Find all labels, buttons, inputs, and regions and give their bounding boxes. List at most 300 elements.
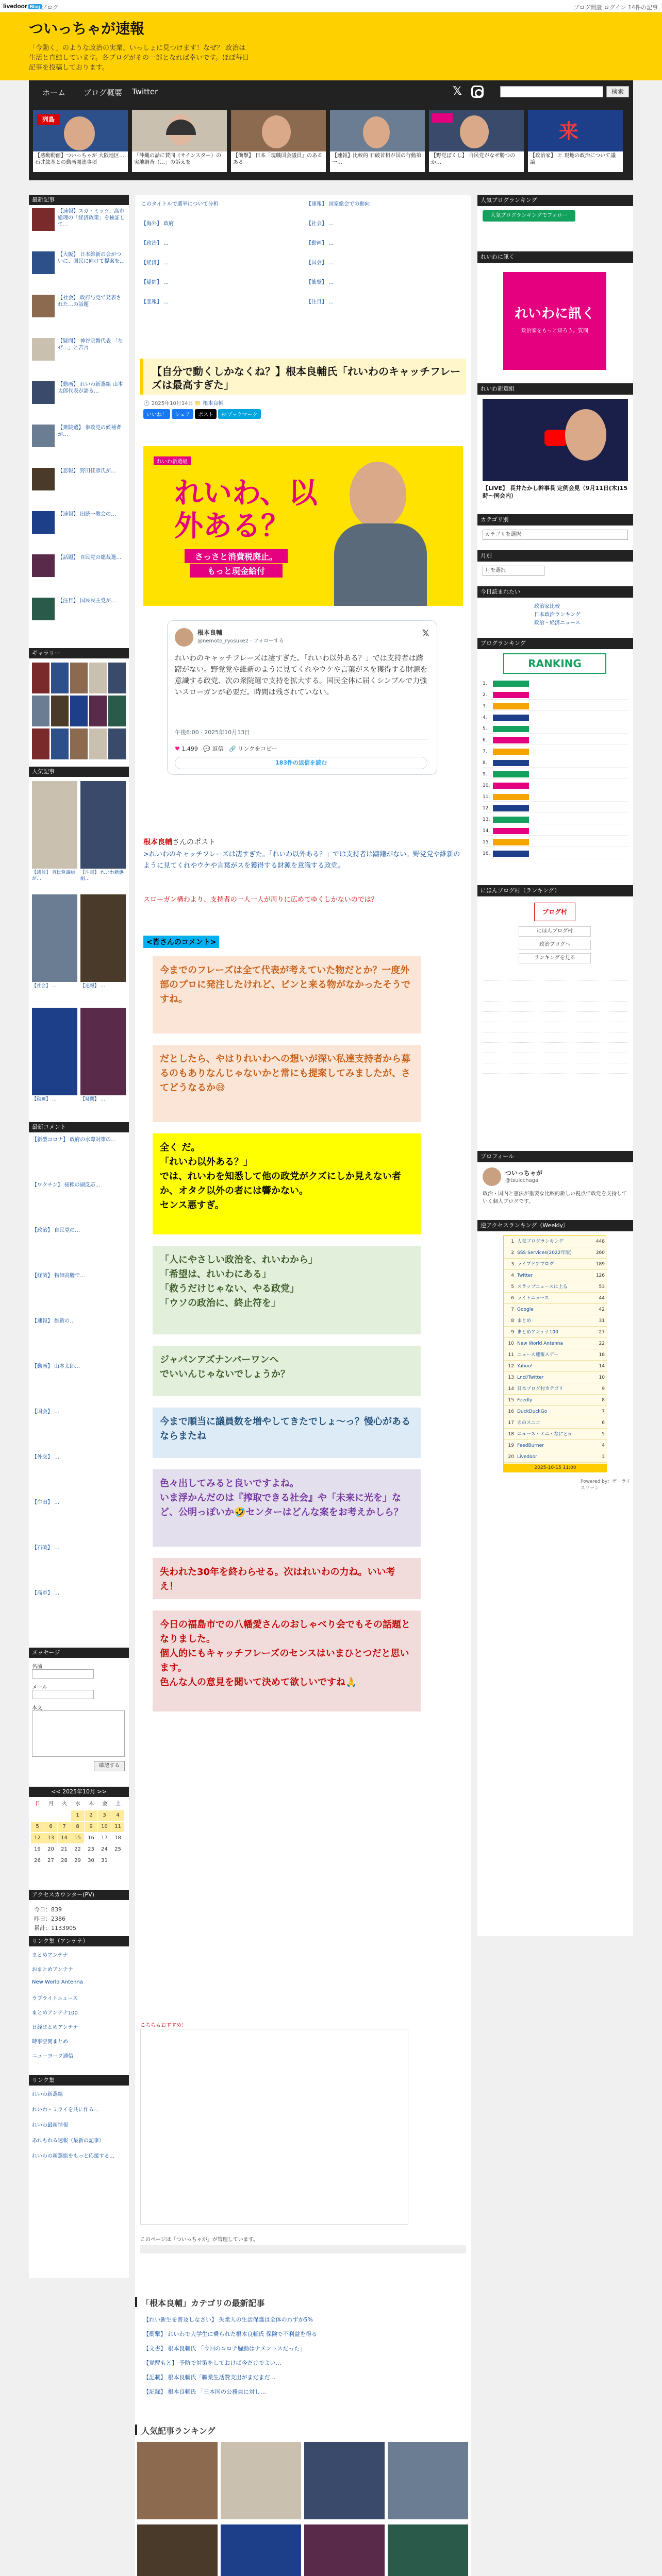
ranking-thumbnail[interactable] bbox=[304, 2442, 385, 2519]
recent-thumbnail[interactable] bbox=[32, 468, 55, 490]
popular-thumbnail[interactable] bbox=[32, 1008, 77, 1095]
access-row[interactable] bbox=[504, 1429, 607, 1440]
latest-comment-item[interactable]: 【外交】 … bbox=[32, 1454, 60, 1460]
blogrank-row[interactable]: 16. bbox=[483, 849, 628, 858]
pr-row[interactable] bbox=[483, 1065, 628, 1074]
popular-title[interactable]: 【速報】 … bbox=[80, 984, 105, 989]
access-rank: 6 bbox=[511, 1296, 514, 1301]
access-site[interactable]: New World Antenna bbox=[517, 1341, 563, 1346]
access-site[interactable]: Lnci/Twitter bbox=[517, 1375, 544, 1380]
popular-section bbox=[29, 767, 129, 777]
blogrank-row[interactable]: 6. bbox=[483, 736, 628, 745]
blogrank-banner[interactable] bbox=[493, 737, 529, 743]
category-select[interactable]: カテゴリを選択 bbox=[483, 530, 628, 540]
video-caption[interactable]: 【LIVE】 長井たかし幹事長 定例会見（9月11日(木)15時～国会内） bbox=[483, 485, 628, 499]
video-thumbnail[interactable] bbox=[483, 399, 628, 481]
latest-comment-item[interactable]: 【政治】 自民党の… bbox=[32, 1228, 80, 1233]
gallery-thumbnail[interactable] bbox=[51, 696, 69, 726]
top-link-item[interactable]: 【社会】 … bbox=[306, 221, 334, 227]
top-link-item[interactable]: 【経済】 … bbox=[141, 260, 169, 266]
calendar-day[interactable]: 26 bbox=[31, 1856, 44, 1866]
gallery-thumbnail[interactable] bbox=[70, 696, 88, 726]
gallery-thumbnail[interactable] bbox=[89, 663, 107, 693]
calendar-day[interactable]: 31 bbox=[98, 1856, 111, 1866]
access-heading: 逆アクセスランキング（Weekly） bbox=[477, 1220, 633, 1231]
popular-thumbnail[interactable] bbox=[80, 781, 126, 869]
blogrank-banner[interactable] bbox=[493, 749, 529, 755]
popular-title[interactable]: 【疑問】 … bbox=[80, 1097, 105, 1102]
pr-button[interactable]: にほんブログ村 bbox=[519, 926, 591, 937]
access-site[interactable]: まとめアンテナ100 bbox=[517, 1330, 558, 1335]
access-site[interactable]: Feedly bbox=[517, 1398, 533, 1403]
access-site[interactable]: FeedBurner bbox=[517, 1443, 544, 1448]
blogrank-row[interactable]: 5. bbox=[483, 724, 628, 734]
ranking-thumbnail[interactable] bbox=[388, 2442, 468, 2519]
recent-thumbnail[interactable] bbox=[32, 295, 55, 317]
access-count: 42 bbox=[599, 1307, 605, 1312]
slide-item[interactable] bbox=[231, 110, 326, 172]
blogrank-row[interactable]: 11. bbox=[483, 792, 628, 802]
slide-item[interactable] bbox=[429, 110, 524, 172]
site-description: 「今動く」のような政治の実業、いっしょに見つけます！なぜ？ 政治は生活と直結しています。各ブログがその一部となれば幸いです。ほぼ毎日記事を投稿しております。 bbox=[29, 44, 249, 72]
access-count: 27 bbox=[599, 1330, 605, 1335]
category-latest-item[interactable]: 【れい新生を普及しなさい】 失業人の生活保護は全体のわずか5% bbox=[143, 2316, 313, 2323]
access-site[interactable]: 日本ブログ村カテゴリ bbox=[517, 1386, 564, 1392]
blogrank-banner[interactable] bbox=[493, 771, 529, 777]
calendar-day[interactable]: 9 bbox=[85, 1822, 97, 1832]
tweet-reply[interactable]: 返信 bbox=[212, 745, 224, 752]
top-link-item[interactable]: 【海外】 政府 bbox=[141, 221, 174, 227]
top-link-item[interactable]: 【注目】 … bbox=[306, 299, 334, 305]
blogrank-row[interactable]: 14. bbox=[483, 826, 628, 836]
profile-avatar[interactable] bbox=[483, 1167, 501, 1186]
nav-home[interactable]: ホーム bbox=[42, 88, 66, 97]
access-row[interactable] bbox=[504, 1247, 607, 1259]
access-site[interactable]: あのスニコ bbox=[517, 1420, 541, 1426]
share-button[interactable]: シェア bbox=[172, 409, 193, 419]
nav-about[interactable]: ブログ概要 bbox=[84, 88, 123, 97]
gallery-thumbnail[interactable] bbox=[32, 663, 49, 693]
recent-item[interactable]: 【疑問】 神谷宗幣代表 「なぜ…」と苦言 bbox=[58, 338, 123, 351]
gallery-thumbnail[interactable] bbox=[108, 728, 126, 759]
access-site[interactable]: Twitter bbox=[517, 1273, 533, 1278]
slide-caption: 【衝撃】 日本「現職国会議員」のあるある bbox=[231, 151, 326, 172]
top-link-item[interactable]: 【国会】 … bbox=[306, 260, 334, 266]
access-site[interactable]: ライブドアブログ bbox=[517, 1262, 554, 1267]
like-button[interactable]: いいね！ bbox=[143, 409, 170, 419]
access-row[interactable] bbox=[504, 1406, 607, 1417]
top-link-item[interactable]: 【悲報】 … bbox=[141, 299, 169, 305]
gallery-thumbnail[interactable] bbox=[51, 663, 69, 693]
latest-comment-item[interactable]: 【動画】 山本太郎… bbox=[32, 1364, 80, 1369]
access-site[interactable]: Google bbox=[517, 1307, 534, 1312]
ranking-thumbnail[interactable] bbox=[388, 2524, 468, 2576]
blogrank-row[interactable]: 10. bbox=[483, 781, 628, 790]
popular-thumbnail[interactable] bbox=[32, 781, 77, 869]
popular-title[interactable]: 【注目】 れいわ新選組… bbox=[80, 870, 124, 882]
top-link-item[interactable]: このタイトルで選挙について分析 bbox=[141, 201, 219, 207]
latest-comment-item[interactable]: 【高市】 … bbox=[32, 1590, 60, 1596]
calendar-day[interactable]: 11 bbox=[111, 1822, 124, 1832]
blogrank-row[interactable]: 1. bbox=[483, 679, 628, 688]
top-link-item[interactable]: 【動画】 … bbox=[306, 241, 334, 246]
calendar-day[interactable]: 14 bbox=[58, 1833, 71, 1843]
antenna-link[interactable]: 日経まとめアンテナ bbox=[32, 2025, 78, 2030]
heart-icon[interactable]: ♥ bbox=[175, 745, 180, 752]
page-owner-note: このページは「ついっちゃが」が管理しています。 bbox=[140, 2237, 258, 2243]
ranking-thumbnail[interactable] bbox=[137, 2442, 218, 2519]
blogrank-banner[interactable] bbox=[493, 851, 529, 857]
category-latest-item[interactable]: 【衝撃】 れいわで大学生に乗られた根本良輔氏 保険で不利益を得る bbox=[143, 2331, 317, 2337]
calendar-day[interactable]: 28 bbox=[58, 1856, 71, 1866]
slide-caption: 【速報】比較的 石破首相が国の行動第一… bbox=[330, 151, 425, 172]
tweet-copy[interactable]: リンクをコピー bbox=[238, 745, 277, 752]
comment-box: ジャパンアズナンバーワンへ でいいんじゃないでしょうか？ bbox=[153, 1346, 421, 1396]
slide-item[interactable]: 来 【政治家】 と 現地の政治について議論 bbox=[528, 110, 623, 172]
ranking-thumbnail[interactable] bbox=[137, 2524, 218, 2576]
calendar-day[interactable]: 16 bbox=[85, 1833, 97, 1843]
recent-item[interactable]: 【動画】 れいわ新選組 山本太郎代表が語る… bbox=[58, 382, 123, 394]
tweet-more-button[interactable]: 183件の返信を読む bbox=[175, 757, 427, 769]
blogrank-banner[interactable] bbox=[493, 839, 529, 845]
access-site[interactable]: Yahoo! bbox=[517, 1364, 533, 1369]
post-button[interactable]: ポスト bbox=[195, 409, 217, 419]
access-rank: 7 bbox=[511, 1307, 514, 1312]
tweet-time[interactable]: 午後6:00 · 2025年10月13日 bbox=[175, 729, 251, 736]
category-latest-item[interactable]: 【記載】 根本良輔氏「職業生活費支出がまだまだ… bbox=[143, 2374, 276, 2381]
blogrank-banner[interactable] bbox=[493, 817, 529, 823]
calendar-day[interactable]: 5 bbox=[31, 1822, 44, 1832]
popular-title[interactable]: 【動画】 … bbox=[32, 1097, 57, 1102]
para-1 bbox=[143, 837, 461, 848]
antenna-link[interactable]: おまとめアンテナ bbox=[32, 1967, 73, 1973]
share-buttons bbox=[143, 409, 261, 418]
blog-link[interactable]: れいわ新選組 bbox=[32, 2092, 63, 2097]
top-link-item[interactable]: 【速報】 国家総会での動向 bbox=[306, 201, 370, 207]
blogmura-logo[interactable]: ブログ村 bbox=[534, 903, 575, 921]
calendar-day[interactable]: 19 bbox=[31, 1844, 44, 1855]
archive-select[interactable]: 月を選択 bbox=[483, 566, 544, 576]
pr-row[interactable] bbox=[483, 1004, 628, 1012]
search-input[interactable] bbox=[500, 86, 603, 97]
calendar-day[interactable]: 30 bbox=[85, 1856, 97, 1866]
access-count: 6 bbox=[602, 1420, 605, 1426]
pr-row[interactable] bbox=[483, 1055, 628, 1063]
pr-row[interactable] bbox=[483, 1014, 628, 1022]
access-site[interactable]: ニュース・ミニ・なにとか bbox=[517, 1432, 573, 1437]
access-row[interactable] bbox=[504, 1315, 607, 1327]
tweet-name[interactable]: 根本良輔 bbox=[197, 629, 223, 636]
access-row[interactable] bbox=[504, 1236, 607, 1247]
access-row[interactable] bbox=[504, 1270, 607, 1281]
hatena-button[interactable]: B!ブックマーク bbox=[218, 409, 260, 419]
gallery-thumbnail[interactable] bbox=[32, 728, 49, 759]
access-rank: 15 bbox=[508, 1398, 514, 1403]
blogrank-banner[interactable] bbox=[493, 805, 529, 811]
calendar-heading[interactable]: << 2025年10月 >> bbox=[29, 1787, 129, 1797]
antenna-link[interactable]: ニューヨーク通信 bbox=[32, 2054, 73, 2059]
today-item[interactable]: 政治・経済ニュース bbox=[534, 620, 581, 626]
gallery-thumbnail[interactable] bbox=[108, 663, 126, 693]
access-row[interactable] bbox=[504, 1372, 607, 1383]
more-recommend[interactable]: こちらもおすすめ！ bbox=[140, 2023, 187, 2028]
access-site[interactable]: 人気ブログランキング bbox=[517, 1239, 564, 1244]
blogrank-row[interactable]: 2. bbox=[483, 690, 628, 700]
access-count: 3 bbox=[602, 1454, 605, 1460]
link-icon[interactable]: 🔗 bbox=[229, 745, 236, 752]
calendar-day[interactable]: 24 bbox=[98, 1844, 111, 1855]
blogrank-row[interactable]: 15. bbox=[483, 838, 628, 847]
rank-follow-button[interactable]: 人気ブログランキングでフォロー bbox=[483, 210, 575, 222]
blogrank-row[interactable]: 13. bbox=[483, 815, 628, 824]
category-latest-item[interactable]: 【記録】 根本良輔氏 「日本国の公務員に対し… bbox=[143, 2388, 266, 2395]
access-row[interactable] bbox=[504, 1361, 607, 1372]
slide-item[interactable] bbox=[330, 110, 425, 172]
calendar-day[interactable]: 18 bbox=[111, 1833, 124, 1843]
access-site[interactable]: スラップニュースに上る bbox=[517, 1284, 568, 1290]
recent-thumbnail[interactable] bbox=[32, 554, 55, 577]
access-row[interactable] bbox=[504, 1417, 607, 1429]
top-link-item[interactable]: 【政治】 … bbox=[141, 241, 169, 246]
calendar-day bbox=[58, 1810, 71, 1821]
popular-title[interactable]: 【社会】 … bbox=[32, 984, 57, 989]
blog-link[interactable]: れいわ最新情報 bbox=[32, 2123, 68, 2128]
blogrank-row[interactable]: 3. bbox=[483, 702, 628, 711]
recent-item[interactable]: 【注目】 国民民主党が… bbox=[58, 598, 117, 604]
antenna-link[interactable]: New World Antenna bbox=[32, 1979, 83, 1985]
antenna-link[interactable]: ラブライトニュース bbox=[32, 1996, 78, 2002]
calendar-day[interactable]: 15 bbox=[71, 1833, 84, 1843]
access-site[interactable]: SSS Services(2022年版) bbox=[517, 1250, 572, 1256]
calendar-day[interactable]: 20 bbox=[44, 1844, 57, 1855]
latest-comment-item[interactable]: 【ワクチン】 接種の副反応… bbox=[32, 1182, 101, 1188]
blogrank-row[interactable]: 4. bbox=[483, 713, 628, 722]
pr-button[interactable]: ランキングを見る bbox=[519, 953, 591, 963]
article-category[interactable]: 根本良輔 bbox=[203, 401, 224, 406]
tweet-avatar[interactable] bbox=[175, 628, 193, 647]
blogrank-banner[interactable] bbox=[493, 692, 529, 698]
pr-row[interactable] bbox=[483, 1045, 628, 1053]
recent-item[interactable]: 【大阪】 日本維新の会がついに、国民に向けて提案を… bbox=[58, 252, 125, 264]
top-menu[interactable]: ブログ bbox=[41, 4, 58, 11]
blogrank-banner[interactable] bbox=[493, 828, 529, 834]
pr-row[interactable] bbox=[483, 1024, 628, 1032]
category-heading: カテゴリ別 bbox=[477, 514, 633, 526]
category-latest-item[interactable]: 【文書】 根本良輔氏 「今回のコロナ騒動はナメントスだった」 bbox=[143, 2345, 306, 2352]
calendar-grid bbox=[31, 1799, 127, 1876]
access-row[interactable] bbox=[504, 1440, 607, 1451]
counter-total: 累計：1133905 bbox=[34, 1925, 76, 1931]
recent-item[interactable]: 【社会】 政府与党で発表された…の話題 bbox=[58, 295, 122, 308]
blogrank-banner[interactable] bbox=[493, 703, 529, 709]
calendar-day[interactable]: 21 bbox=[58, 1844, 71, 1855]
tweet-handle[interactable]: @nemoto_ryosuke2 · フォローする bbox=[197, 638, 284, 644]
latest-comment-item[interactable]: 【速報】 維新の… bbox=[32, 1318, 75, 1324]
links-heading: リンク集（アンテナ） bbox=[29, 1936, 129, 1946]
calendar-day[interactable]: 1 bbox=[71, 1810, 84, 1821]
blogrank-row[interactable]: 9. bbox=[483, 770, 628, 779]
livedoor-logo[interactable]: livedoor Blog bbox=[3, 3, 42, 10]
today-item[interactable]: 政治家比較 bbox=[534, 604, 560, 609]
instagram-icon[interactable] bbox=[471, 86, 484, 98]
blogrank-row[interactable]: 7. bbox=[483, 747, 628, 756]
today-section bbox=[477, 586, 633, 598]
popular-thumbnail[interactable] bbox=[80, 1008, 126, 1095]
calendar-day[interactable]: 22 bbox=[71, 1844, 84, 1855]
blogrank-banner[interactable] bbox=[493, 681, 529, 687]
access-row[interactable] bbox=[504, 1327, 607, 1338]
access-row[interactable] bbox=[504, 1304, 607, 1315]
reiwa-banner bbox=[143, 446, 463, 606]
access-row[interactable] bbox=[504, 1451, 607, 1463]
pr-button[interactable]: 政治ブログへ bbox=[519, 940, 591, 950]
blogrank-row[interactable]: 8. bbox=[483, 758, 628, 768]
blog-link[interactable]: れいわの新選組をもっと応援する… bbox=[32, 2154, 114, 2159]
msg-mail-input[interactable] bbox=[32, 1690, 94, 1699]
article-date: 2025年10月14日 bbox=[151, 401, 193, 406]
calendar-day[interactable]: 12 bbox=[31, 1833, 44, 1843]
access-rank: 13 bbox=[508, 1375, 514, 1380]
antenna-link[interactable]: まとめアンテナ bbox=[32, 1953, 68, 1958]
pr-row[interactable] bbox=[483, 973, 628, 981]
video-heading: れいわ新選組 bbox=[477, 383, 633, 395]
recent-thumbnail[interactable] bbox=[32, 208, 55, 231]
calendar-day[interactable]: 27 bbox=[44, 1856, 57, 1866]
access-site[interactable]: DuckDuckGo bbox=[517, 1409, 548, 1414]
calendar-day[interactable]: 29 bbox=[71, 1856, 84, 1866]
access-site[interactable]: まとめ bbox=[517, 1318, 532, 1324]
latest-comment-item[interactable]: 【国会】 … bbox=[32, 1409, 60, 1415]
ranking-badge[interactable]: RANKING bbox=[503, 653, 606, 674]
play-icon[interactable] bbox=[544, 430, 567, 446]
access-site[interactable]: Livedoor bbox=[517, 1454, 537, 1460]
antenna-link[interactable]: 時事空間まとめ bbox=[32, 2039, 68, 2045]
recent-item[interactable]: 【速報】スガ・ミッツ、高市総理の「経済政策」を検証して… bbox=[58, 209, 125, 228]
antenna-link[interactable]: まとめアンテナ100 bbox=[32, 2010, 78, 2016]
category-latest-item[interactable]: 【覚醒もと】 予防で対策をしておけば今だけでよい… bbox=[143, 2360, 282, 2366]
calendar-day[interactable]: 4 bbox=[111, 1810, 124, 1821]
nav-twitter[interactable]: Twitter bbox=[132, 87, 158, 96]
access-row[interactable] bbox=[504, 1395, 607, 1406]
today-item[interactable]: 日本政治ランキング bbox=[534, 612, 581, 618]
access-row[interactable] bbox=[504, 1259, 607, 1270]
blogrank-row[interactable]: 12. bbox=[483, 804, 628, 813]
popular-title[interactable]: 【議員】 自民党議員が… bbox=[32, 870, 75, 882]
ranking-thumbnail[interactable] bbox=[221, 2524, 301, 2576]
x-icon[interactable]: 𝕏 bbox=[422, 628, 429, 639]
gallery-thumbnail[interactable] bbox=[108, 696, 126, 726]
blogrank-banner[interactable] bbox=[493, 715, 529, 721]
recent-item[interactable]: 【話題】 自民党の総裁選… bbox=[58, 555, 122, 561]
recent-item[interactable]: 【衆院選】 参政党の候補者が… bbox=[58, 425, 122, 437]
today-heading: 今日読まれたい bbox=[477, 586, 633, 598]
recent-thumbnail[interactable] bbox=[32, 251, 55, 274]
gallery-thumbnail[interactable] bbox=[70, 728, 88, 759]
x-icon[interactable]: 𝕏 bbox=[453, 85, 462, 98]
calendar-day[interactable]: 25 bbox=[111, 1844, 124, 1855]
popular-thumbnail[interactable] bbox=[80, 894, 126, 982]
calendar-day[interactable]: 13 bbox=[44, 1833, 57, 1843]
gallery-thumbnail[interactable] bbox=[32, 696, 49, 726]
access-row[interactable] bbox=[504, 1281, 607, 1293]
category-latest-heading: 「根本良輔」カテゴリの最新記事 bbox=[135, 2297, 471, 2307]
pr-row[interactable] bbox=[483, 983, 628, 991]
recent-thumbnail[interactable] bbox=[32, 338, 55, 361]
gallery-thumbnail[interactable] bbox=[70, 663, 88, 693]
popular-thumbnail[interactable] bbox=[32, 894, 77, 982]
recent-thumbnail[interactable] bbox=[32, 598, 55, 620]
blog-link[interactable]: れいわ・ミライを共に作る… bbox=[32, 2107, 99, 2113]
msg-name-input[interactable] bbox=[32, 1669, 94, 1679]
gallery-thumbnail[interactable] bbox=[89, 696, 107, 726]
slide-item[interactable] bbox=[132, 110, 227, 172]
recent-thumbnail[interactable] bbox=[32, 511, 55, 534]
ranking-heading: 人気記事ランキング bbox=[135, 2425, 471, 2435]
comment-box: 今日の福島市での八幡愛さんのおしゃべり会でもその話題となりました。 個人的にもキャッチフレーズのセンスはいまひとつだと思います。 色んな人の意見を聞いて決めて欲しいですね🙏 bbox=[153, 1611, 421, 1711]
recent-thumbnail[interactable] bbox=[32, 381, 55, 404]
gallery-thumbnail[interactable] bbox=[89, 728, 107, 759]
calendar-day[interactable]: 6 bbox=[44, 1822, 57, 1832]
latest-comment-item[interactable]: 【石破】 … bbox=[32, 1545, 60, 1551]
recent-item[interactable]: 【速報】 旧統一教会の… bbox=[58, 512, 117, 517]
site-title[interactable]: ついっちゃが速報 bbox=[29, 21, 145, 37]
blogrank-banner[interactable] bbox=[493, 760, 529, 766]
blogrank-banner[interactable] bbox=[493, 726, 529, 732]
calendar-weekday: 月 bbox=[48, 1801, 54, 1807]
top-right-links[interactable]: ブログ開設 ログイン 14件の記事 bbox=[573, 4, 658, 11]
access-row[interactable] bbox=[504, 1383, 607, 1395]
access-site[interactable]: ライトニュース bbox=[517, 1296, 549, 1301]
calendar-day[interactable]: 2 bbox=[85, 1810, 97, 1821]
calendar-day[interactable]: 7 bbox=[58, 1822, 71, 1832]
top-link-item[interactable]: 【疑問】 … bbox=[141, 280, 169, 285]
calendar-day[interactable]: 23 bbox=[85, 1844, 97, 1855]
access-row[interactable] bbox=[504, 1293, 607, 1304]
latest-comment-item[interactable]: 【新型コロナ】 政府の水際対策の… bbox=[32, 1137, 117, 1143]
blog-link[interactable]: あれもれる速報（最新の記事） bbox=[32, 2138, 104, 2144]
ranking-thumbnail[interactable] bbox=[304, 2524, 385, 2576]
calendar-day[interactable]: 17 bbox=[98, 1833, 111, 1843]
blogrank-banner[interactable] bbox=[493, 783, 529, 789]
slide-item[interactable]: 列島 【感動動画】ついっちゃが 大阪地区…石井紘基との動画関連事項 bbox=[33, 110, 128, 172]
top-link-item[interactable]: 【衝撃】 … bbox=[306, 280, 334, 285]
calendar-day[interactable]: 3 bbox=[98, 1810, 111, 1821]
tweet-embed bbox=[167, 620, 437, 775]
access-rank: 12 bbox=[508, 1364, 514, 1369]
pr-row[interactable] bbox=[483, 993, 628, 1002]
calendar-day[interactable]: 10 bbox=[98, 1822, 111, 1832]
profile-name[interactable]: ついっちゃが bbox=[505, 1170, 543, 1177]
blogrank-banner[interactable] bbox=[493, 794, 529, 800]
ranking-thumbnail[interactable] bbox=[221, 2442, 301, 2519]
latest-comment-item[interactable]: 【岸田】 … bbox=[32, 1500, 60, 1505]
search-button[interactable]: 検索 bbox=[606, 86, 629, 97]
msg-send-button[interactable]: 確認する bbox=[94, 1761, 125, 1771]
gallery-thumbnail[interactable] bbox=[51, 728, 69, 759]
message-section bbox=[29, 1648, 129, 1769]
reply-icon[interactable]: 💬 bbox=[203, 745, 211, 752]
calendar-day[interactable]: 8 bbox=[71, 1822, 84, 1832]
reiwa-ad[interactable] bbox=[503, 272, 606, 370]
recent-thumbnail[interactable] bbox=[32, 425, 55, 447]
latest-comment-item[interactable]: 【経済】 物価高騰で… bbox=[32, 1273, 86, 1279]
access-row[interactable] bbox=[504, 1338, 607, 1349]
access-row[interactable] bbox=[504, 1349, 607, 1361]
access-site[interactable]: ニュース速報スゲー bbox=[517, 1352, 559, 1358]
recent-item[interactable]: 【悲報】 野田佳彦氏が… bbox=[58, 468, 117, 474]
msg-body-input[interactable] bbox=[32, 1710, 125, 1757]
pr-row[interactable] bbox=[483, 1035, 628, 1043]
